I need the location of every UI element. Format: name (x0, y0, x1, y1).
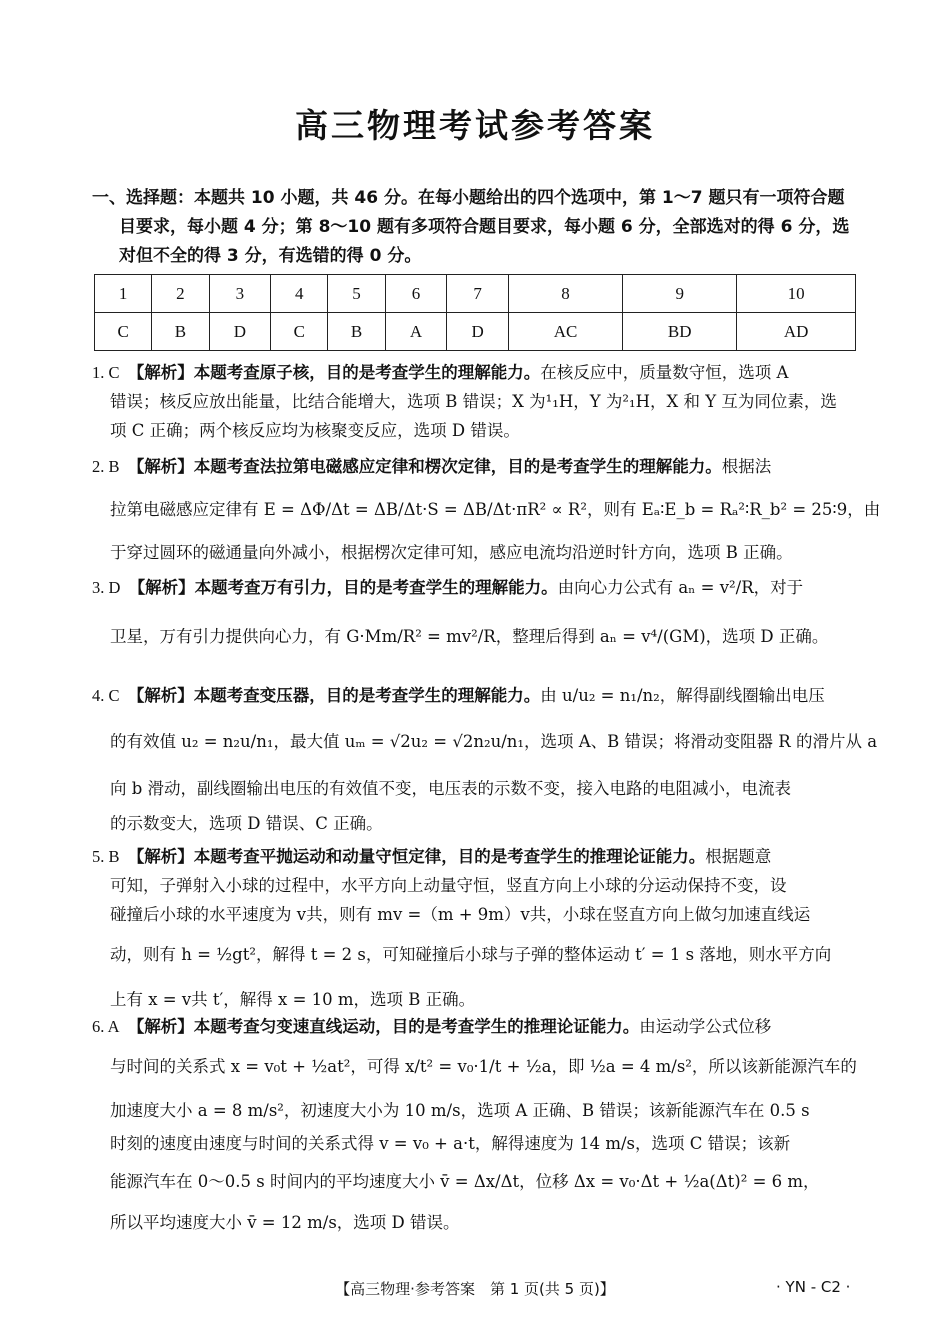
analysis-text: 卫星，万有引力提供向心力，有 G·Mm/R² = mv²/R，整理后得到 aₙ = v⁴/(GM)，选项 D 正确。 (110, 627, 829, 646)
analysis-text: 根据题意 (705, 847, 772, 866)
question-4 (92, 678, 878, 841)
analysis-text: 拉第电磁感应定律有 E = ΔΦ/Δt = ΔB/Δt·S = ΔB/Δt·πR² ∝ R²，则有 Eₐ∶E_b = Rₐ²∶R_b² = 25∶9，由 (110, 500, 881, 519)
table-cell: AD (737, 313, 856, 351)
analysis-text: 能源汽车在 0～0.5 s 时间内的平均速度大小 v̄ = Δx/Δt，位移 Δx = v₀·Δt + ½a(Δt)² = 6 m， (110, 1172, 820, 1191)
question-1 (92, 358, 864, 445)
page-title: 高三物理考试参考答案 (295, 106, 655, 145)
question-5 (92, 842, 864, 1019)
table-cell: BD (623, 313, 737, 351)
table-cell: B (328, 313, 385, 351)
question-number: 3. D (92, 578, 121, 597)
analysis-text: 项 C 正确；两个核反应均为核聚变反应，选项 D 错误。 (110, 421, 520, 440)
table-cell: D (447, 313, 509, 351)
section-intro (92, 184, 864, 271)
question-number: 5. B (92, 847, 120, 866)
table-cell: AC (508, 313, 622, 351)
intro-line: 目要求，每小题 4 分；第 8～10 题有多项符合题目要求，每小题 6 分，全部选对的得 6 分，选 (119, 217, 850, 237)
analysis-tag: 【解析】本题考查原子核，目的是考查学生的理解能力。 (136, 363, 541, 382)
table-cell: A (385, 313, 447, 351)
intro-line: 一、选择题：本题共 10 小题，共 46 分。在每小题给出的四个选项中，第 1～7 题只有一项符合题 (92, 188, 845, 208)
analysis-text: 的示数变大，选项 D 错误、C 正确。 (110, 814, 383, 833)
analysis-text: 在核反应中，质量数守恒，选项 A (540, 363, 789, 382)
analysis-text: 向 b 滑动，副线圈输出电压的有效值不变，电压表的示数不变，接入电路的电阻减小，电流表 (110, 779, 792, 798)
table-cell: D (209, 313, 271, 351)
question-3 (92, 568, 864, 666)
table-cell: C (95, 313, 152, 351)
analysis-text: 根据法 (721, 457, 772, 476)
document-code: · YN - C2 · (776, 1278, 851, 1296)
analysis-text: 上有 x = v共 t′，解得 x = 10 m，选项 B 正确。 (110, 990, 476, 1009)
analysis-tag: 【解析】本题考查匀变速直线运动，目的是考查学生的推理论证能力。 (136, 1017, 640, 1036)
analysis-text: 加速度大小 a = 8 m/s²，初速度大小为 10 m/s，选项 A 正确、B 错误；该新能源汽车在 0.5 s (110, 1101, 810, 1120)
analysis-text: 动，则有 h = ½gt²，解得 t = 2 s，可知碰撞后小球与子弹的整体运动 t′ = 1 s 落地，则水平方向 (110, 945, 832, 964)
table-cell: 5 (328, 275, 385, 313)
analysis-text: 错误；核反应放出能量，比结合能增大，选项 B 错误；X 为¹₁H，Y 为²₁H，X 和 Y 互为同位素，选 (110, 392, 837, 411)
analysis-text: 由向心力公式有 aₙ = v²/R，对于 (557, 578, 804, 597)
analysis-text: 与时间的关系式 x = v₀t + ½at²，可得 x/t² = v₀·1/t + ½a，即 ½a = 4 m/s²，所以该新能源汽车的 (110, 1057, 857, 1076)
analysis-text: 碰撞后小球的水平速度为 v共，则有 mv =（m + 9m）v共，小球在竖直方向上做匀加速直线运 (110, 905, 811, 924)
analysis-text: 时刻的速度由速度与时间的关系式得 v = v₀ + a·t，解得速度为 14 m/s，选项 C 错误；该新 (110, 1134, 791, 1153)
question-number: 1. C (92, 363, 120, 382)
answer-table-answer-row (95, 313, 856, 351)
analysis-text: 于穿过圆环的磁通量向外减小，根据楞次定律可知，感应电流均沿逆时针方向，选项 B 正确。 (110, 543, 793, 562)
table-cell: 8 (508, 275, 622, 313)
analysis-tag: 【解析】本题考查变压器，目的是考查学生的理解能力。 (136, 686, 541, 705)
analysis-tag: 【解析】本题考查万有引力，目的是考查学生的理解能力。 (136, 578, 558, 597)
table-cell: 7 (447, 275, 509, 313)
intro-line: 对但不全的得 3 分，有选错的得 0 分。 (119, 246, 422, 266)
question-6 (92, 1012, 864, 1240)
question-number: 6. A (92, 1017, 120, 1036)
table-cell: 9 (623, 275, 737, 313)
analysis-text: 可知，子弹射入小球的过程中，水平方向上动量守恒，竖直方向上小球的分运动保持不变，设 (110, 876, 787, 895)
table-cell: C (271, 313, 328, 351)
analysis-text: 由运动学公式位移 (639, 1017, 772, 1036)
table-cell: 1 (95, 275, 152, 313)
question-number: 4. C (92, 686, 120, 705)
analysis-tag: 【解析】本题考查平抛运动和动量守恒定律，目的是考查学生的推理论证能力。 (136, 847, 706, 866)
table-cell: 2 (152, 275, 209, 313)
table-cell: 3 (209, 275, 271, 313)
analysis-text: 由 u/u₂ = n₁/n₂，解得副线圈输出电压 (540, 686, 825, 705)
answer-table (94, 274, 856, 351)
page-footer: 【高三物理·参考答案 第 1 页(共 5 页)】 (335, 1280, 615, 1298)
question-number: 2. B (92, 457, 120, 476)
answer-table-number-row (95, 275, 856, 313)
table-cell: B (152, 313, 209, 351)
analysis-text: 的有效值 u₂ = n₂u/n₁，最大值 uₘ = √2u₂ = √2n₂u/n₁，选项 A、B 错误；将滑动变阻器 R 的滑片从 a (110, 732, 878, 751)
analysis-text: 所以平均速度大小 v̄ = 12 m/s，选项 D 错误。 (110, 1213, 460, 1232)
question-2 (92, 448, 881, 572)
table-cell: 4 (271, 275, 328, 313)
table-cell: 6 (385, 275, 447, 313)
table-cell: 10 (737, 275, 856, 313)
analysis-tag: 【解析】本题考查法拉第电磁感应定律和楞次定律，目的是考查学生的理解能力。 (136, 457, 722, 476)
